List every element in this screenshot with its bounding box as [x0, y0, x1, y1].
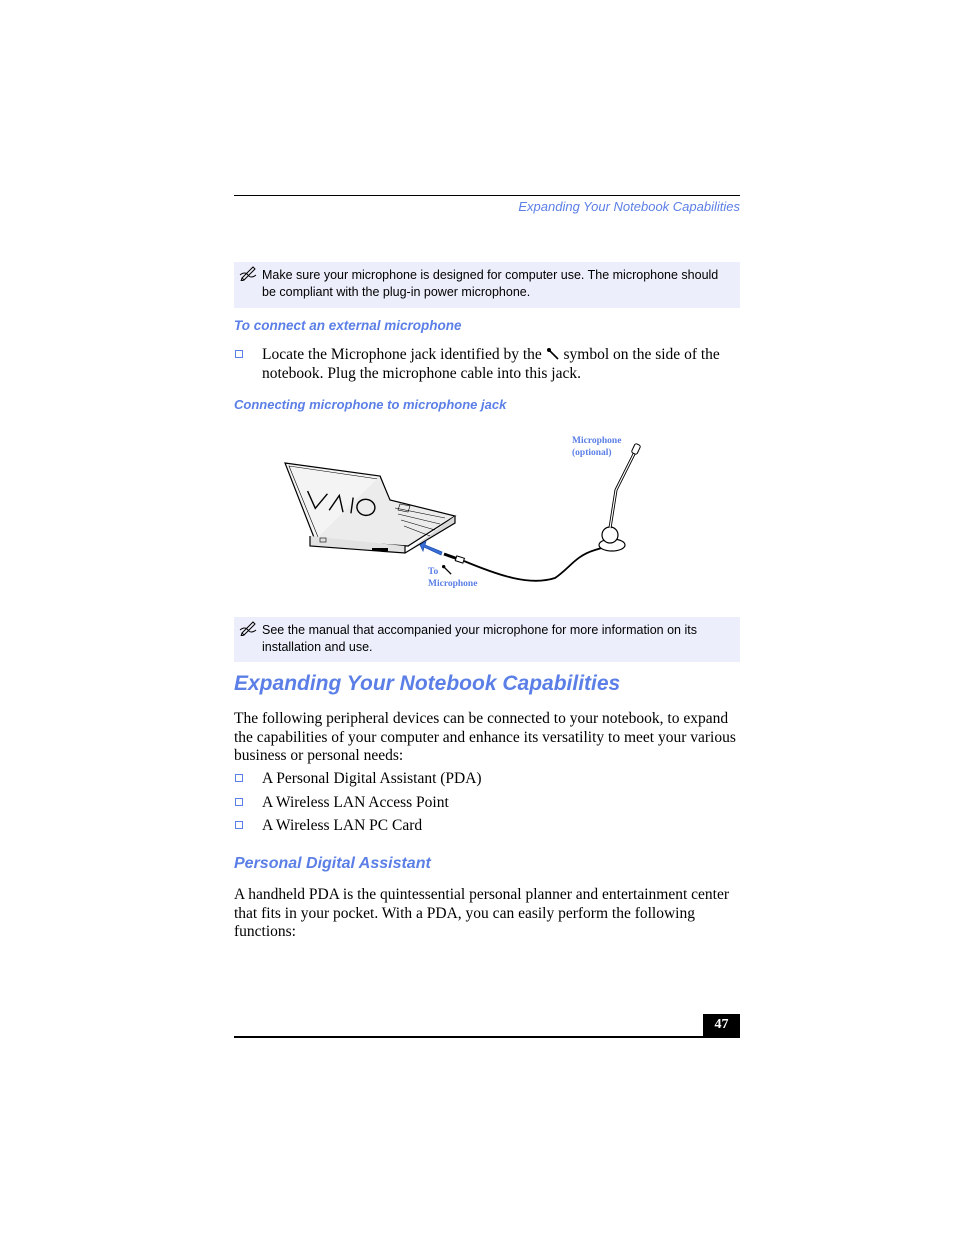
bullet-icon: [235, 798, 243, 806]
section-title: Expanding Your Notebook Capabilities: [234, 672, 621, 695]
list-item: [234, 817, 740, 836]
microphone-symbol-icon: [441, 565, 453, 575]
microphone-symbol-icon: [546, 348, 560, 360]
subsection-body: A handheld PDA is the quintessential personal planner and entertainment center that fits in your pocket. With a PDA, you can easily perform the following functions:: [234, 886, 730, 940]
note-text: See the manual that accompanied your microphone for more information on its installation and use.: [262, 623, 697, 654]
subsection-title: Personal Digital Assistant: [234, 855, 431, 872]
running-header: Expanding Your Notebook Capabilities: [518, 199, 740, 214]
note-pencil-icon: [239, 265, 259, 281]
note-box: [234, 617, 740, 662]
list-item-text: A Personal Digital Assistant (PDA): [262, 770, 482, 787]
step-text-after: symbol on the side of the notebook. Plug the microphone cable into this jack.: [262, 346, 720, 382]
microphone-connection-figure: [280, 428, 680, 598]
procedure-step: [234, 346, 740, 383]
note-pencil-icon: [239, 620, 259, 636]
page-number: 47: [703, 1014, 740, 1036]
note-text: Make sure your microphone is designed for computer use. The microphone should be compliant with the plug-in power microphone.: [262, 268, 719, 299]
bullet-icon: [235, 821, 243, 829]
list-item: [234, 794, 740, 813]
footer-rule: [234, 1036, 740, 1038]
jack-label: To Microphone: [428, 567, 478, 589]
step-text-before: Locate the Microphone jack identified by the: [262, 346, 542, 363]
vaio-logo: [302, 490, 382, 520]
note-box: [234, 262, 740, 308]
section-intro: The following peripheral devices can be connected to your notebook, to expand the capabilities of your computer and enhance its versatility to meet your various business or personal needs:: [234, 710, 736, 764]
bullet-icon: [235, 350, 243, 358]
header-rule: [234, 195, 740, 196]
list-item-text: A Wireless LAN Access Point: [262, 794, 449, 811]
list-item: [234, 770, 740, 789]
bullet-icon: [235, 774, 243, 782]
list-item-text: A Wireless LAN PC Card: [262, 817, 423, 834]
figure-caption: Connecting microphone to microphone jack: [234, 397, 507, 412]
procedure-heading: To connect an external microphone: [234, 318, 462, 333]
microphone-label: Microphone (optional): [572, 436, 622, 458]
